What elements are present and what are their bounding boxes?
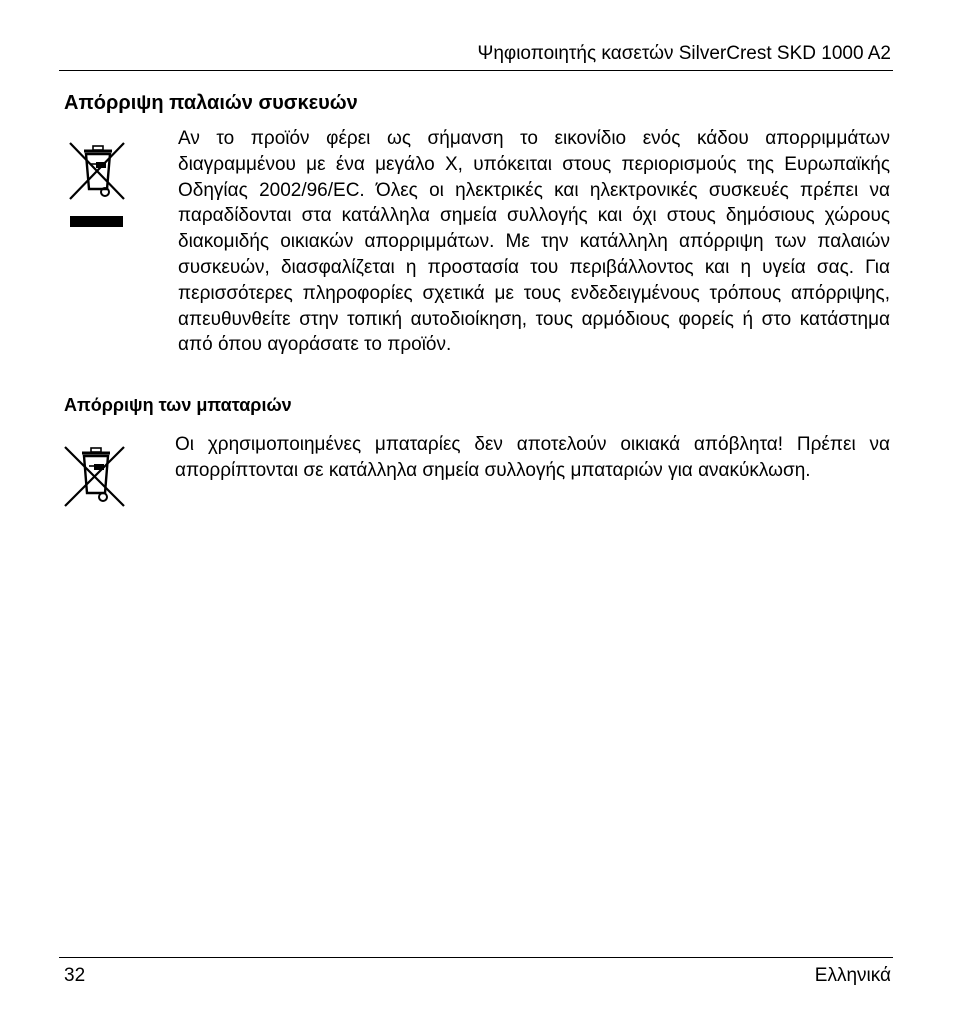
section-heading-old-devices: Απόρριψη παλαιών συσκευών [64, 92, 358, 114]
section-heading-batteries: Απόρριψη των μπαταριών [64, 395, 292, 415]
crossed-out-wheelie-bin-icon [62, 443, 128, 514]
header-divider [59, 70, 893, 71]
footer-divider [59, 957, 893, 958]
page-number: 32 [64, 965, 86, 986]
document-title: Ψηφιοποιητής κασετών SilverCrest SKD 1000 A2 [477, 43, 891, 64]
language-label: Ελληνικά [814, 965, 891, 986]
crossed-out-wheelie-bin-with-bar-icon [66, 139, 130, 236]
old-devices-disposal-text: Αν το προϊόν φέρει ως σήμανση το εικονίδιο ενός κάδου απορριμμάτων διαγραμμένου με ένα μεγάλο Χ, υπόκειται στους περιορισμούς της Ευρωπαϊκής Οδηγίας 2002/96/EC. Όλες οι ηλεκτρικές και ηλεκτρονικές συσκευές πρέπει να παραδίδονται στα κατάλληλα σημεία συλλογής και όχι στους δημόσιους χώρους διακομιδής οικιακών απορριμμάτων. Με την κατάλληλη απόρριψη των παλαιών συσκευών, διασφαλίζεται η προστασία του περιβάλλοντος και η υγεία σας. Για περισσότερες πληροφορίες σχετικά με τους ενδεδειγμένους τρόπους απόρριψης, απευθυνθείτε στην τοπική αυτοδιοίκηση, τους αρμόδιους φορείς ή στο κατάστημα από όπου αγοράσατε το προϊόν. [178, 128, 890, 356]
battery-disposal-text: Οι χρησιμοποιημένες μπαταρίες δεν αποτελούν οικιακά απόβλητα! Πρέπει να απορρίπτονται σε κατάλληλα σημεία συλλογής μπαταριών για ανακύκλωση. [175, 434, 890, 481]
